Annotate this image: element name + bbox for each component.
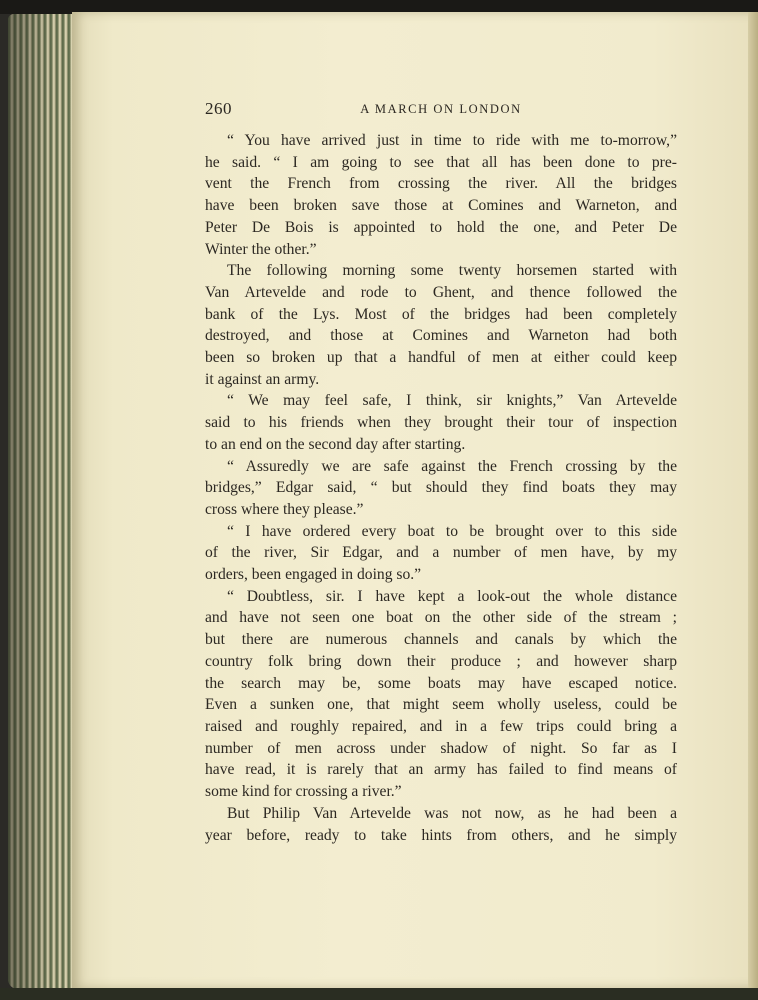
text-line: Van Artevelde and rode to Ghent, and thence followed the [205, 283, 677, 301]
text-line: “ Assuredly we are safe against the French crossing by the [227, 457, 677, 475]
text-line: “ You have arrived just in time to ride with me to-morrow,” [227, 132, 677, 149]
text-line: “ We may feel safe, I think, sir knights,” Van Artevelde [227, 392, 677, 410]
text-line: orders, been engaged in doing so.” [205, 566, 422, 584]
page-edges-shadow [8, 14, 78, 989]
text-line: “ I have ordered every boat to be brought over to this side [227, 522, 677, 540]
text-line: but there are numerous channels and canals by which the [205, 631, 677, 649]
text-line: Peter De Bois is appointed to hold the one, and Peter De [205, 218, 677, 236]
text-line: Winter the other.” [205, 240, 317, 258]
text-line: some kind for crossing a river.” [205, 783, 402, 801]
text-line: The following morning some twenty horsemen started with [227, 262, 677, 280]
text-line: vent the French from crossing the river. All the bridges [205, 175, 677, 193]
text-line: bank of the Lys. Most of the bridges had been completely [205, 305, 677, 323]
paragraph [205, 803, 677, 846]
text-line: cross where they please.” [205, 500, 364, 518]
text-line: But Philip Van Artevelde was not now, as he had been a [227, 804, 677, 822]
text-line: raised and roughly repaired, and in a few trips could bring a [205, 717, 677, 735]
text-line: been so broken up that a handful of men at either could keep [205, 349, 677, 367]
text-line: have been broken save those at Comines and Warneton, and [205, 197, 677, 215]
text-line: to an end on the second day after starting. [205, 435, 466, 453]
text-line: year before, ready to take hints from others, and he simply [205, 826, 677, 844]
page-right-edge [748, 12, 758, 988]
page-header [205, 99, 677, 119]
text-line: country folk bring down their produce ; and however sharp [205, 652, 677, 670]
paragraph [205, 390, 677, 455]
text-line: Even a sunken one, that might seem wholly useless, could be [205, 696, 677, 714]
text-line: “ Doubtless, sir. I have kept a look-out the whole distance [227, 587, 677, 605]
text-line: number of men across under shadow of night. So far as I [205, 739, 677, 757]
paragraph [205, 521, 677, 586]
body-text [205, 130, 677, 846]
running-title: A MARCH ON LONDON [360, 102, 522, 116]
paragraph [205, 260, 677, 390]
bottom-shadow [0, 988, 758, 1000]
text-line: have read, it is rarely that an army has failed to find means of [205, 761, 677, 779]
text-line: destroyed, and those at Comines and Warneton had both [205, 327, 677, 345]
text-line: said to his friends when they brought their tour of inspection [205, 414, 677, 432]
text-line: the search may be, some boats may have escaped notice. [205, 674, 677, 692]
page-number: 260 [205, 99, 232, 118]
text-line: and have not seen one boat on the other side of the stream ; [205, 609, 677, 627]
paragraph [205, 586, 677, 803]
paragraph [205, 456, 677, 521]
text-line: he said. “ I am going to see that all has been done to pre- [205, 153, 677, 171]
text-line: it against an army. [205, 370, 320, 388]
text-line: bridges,” Edgar said, “ but should they find boats they may [205, 479, 677, 497]
paragraph [205, 130, 677, 260]
text-line: of the river, Sir Edgar, and a number of men have, by my [205, 544, 677, 562]
